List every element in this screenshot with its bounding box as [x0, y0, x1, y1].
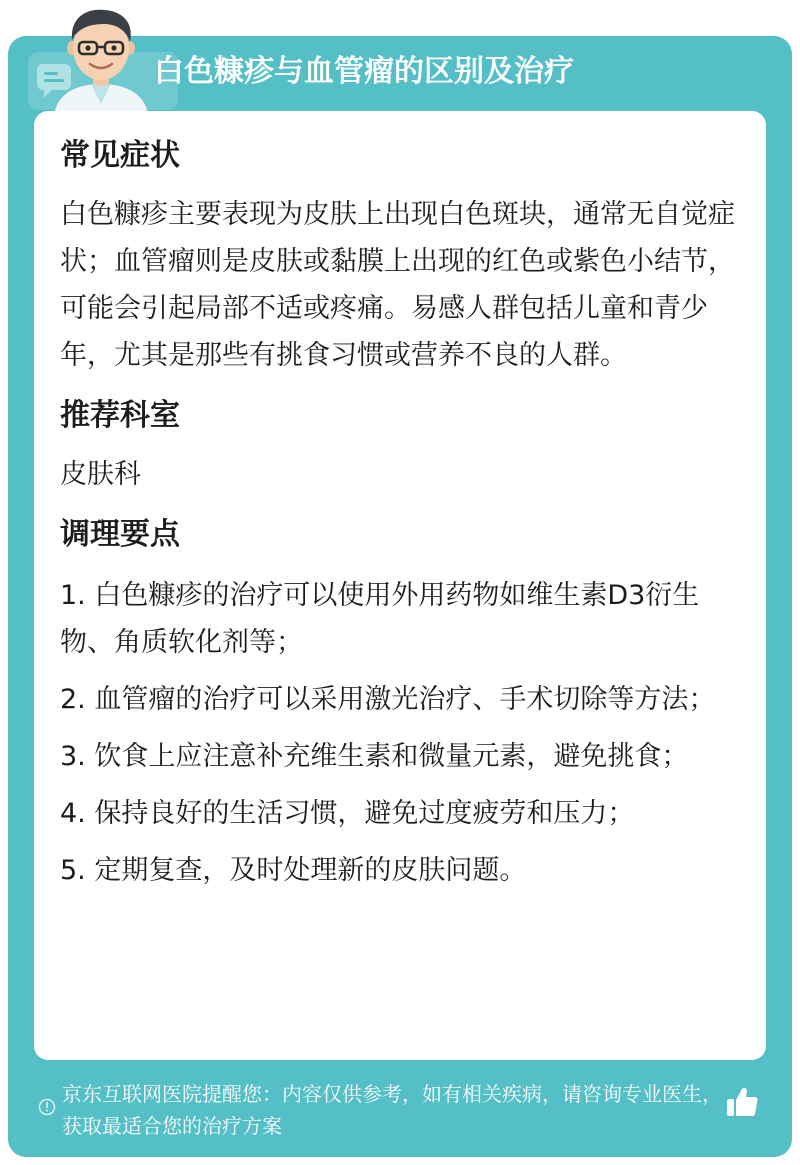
symptoms-heading: 常见症状 — [60, 138, 180, 173]
symptoms-text: 白色糠疹主要表现为皮肤上出现白色斑块，通常无自觉症状；血管瘤则是皮肤或黏膜上出现的红色或紫色小结节，可能会引起局部不适或疼痛。易感人群包括儿童和青少年，尤其是那些有挑食习惯或营养不良的人群。 — [60, 199, 735, 371]
list-item: 4. 保持良好的生活习惯，避免过度疲劳和压力； — [60, 798, 635, 829]
list-item: 5. 定期复查，及时处理新的皮肤问题。 — [60, 855, 527, 886]
list-item: 1. 白色糠疹的治疗可以使用外用药物如维生素D3衍生物、角质软化剂等； — [60, 580, 700, 658]
list-item: 2. 血管瘤的治疗可以采用激光治疗、手术切除等方法； — [60, 684, 716, 715]
care-section — [60, 512, 740, 894]
page-title: 白色糠疹与血管瘤的区别及治疗 — [154, 54, 574, 89]
care-heading: 调理要点 — [60, 517, 180, 552]
article-card — [34, 111, 766, 1060]
article-content — [60, 133, 740, 908]
doctor-avatar — [46, 4, 156, 116]
department-section — [60, 393, 740, 498]
list-item: 3. 饮食上应注意补充维生素和微量元素，避免挑食； — [60, 741, 689, 772]
thumbs-up-icon[interactable] — [724, 1084, 760, 1120]
symptoms-section — [60, 133, 740, 379]
info-icon — [38, 1098, 56, 1116]
department-heading: 推荐科室 — [60, 398, 180, 433]
department-text: 皮肤科 — [60, 459, 141, 490]
footer-disclaimer: 京东互联网医院提醒您：内容仅供参考，如有相关疾病，请咨询专业医生，获取最适合您的治疗方案 — [62, 1082, 722, 1138]
